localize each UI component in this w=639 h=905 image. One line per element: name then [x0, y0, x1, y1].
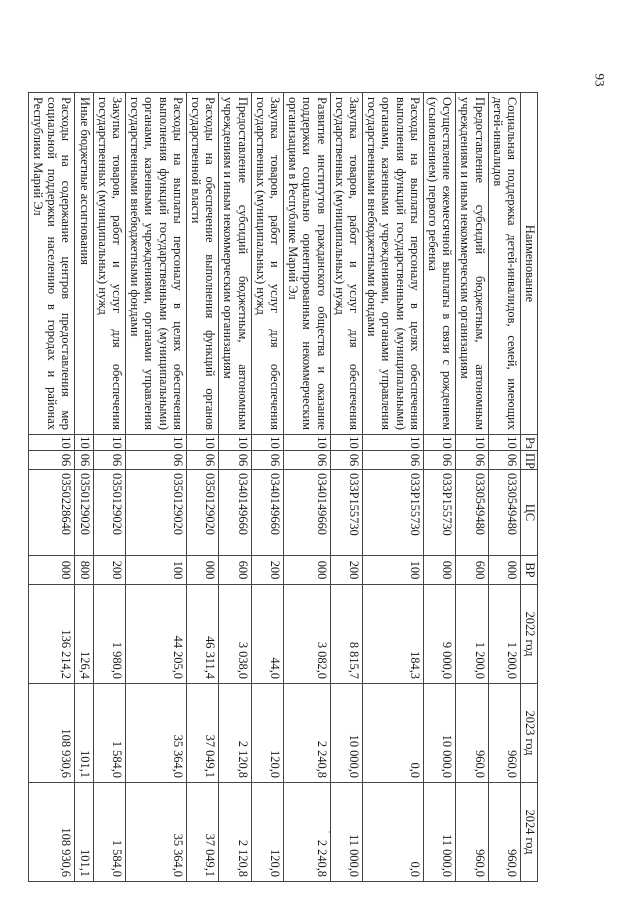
row-vr: 000	[488, 556, 520, 585]
row-vr: 100	[362, 556, 423, 585]
row-pr: 06	[423, 451, 455, 470]
table-row	[219, 93, 251, 882]
row-2024: 2 240,8	[283, 783, 330, 882]
header-name: Наименование	[521, 93, 538, 435]
table-row	[28, 93, 75, 882]
row-vr: 000	[186, 556, 218, 585]
row-2023: 0,0	[362, 684, 423, 783]
row-name: Иные бюджетные ассигнования	[75, 93, 93, 435]
row-cs: 0340149660	[219, 470, 251, 556]
row-pr: 06	[251, 451, 283, 470]
row-2022: 44 205,0	[125, 585, 186, 684]
table-row	[488, 93, 520, 882]
row-2023: 108 930,6	[28, 684, 75, 783]
row-name: Предоставление субсидий бюджетным, автономным учреждениям и иным некоммерческим организациям	[219, 93, 251, 435]
row-cs: 0350129020	[186, 470, 218, 556]
row-2022: 1 200,0	[456, 585, 488, 684]
row-rz: 10	[75, 435, 93, 451]
row-vr: 000	[283, 556, 330, 585]
row-name: Осуществление ежемесячной выплаты в связи с рождением (усыновлением) первого ребенка	[423, 93, 455, 435]
header-pr: ПР	[521, 451, 538, 470]
row-2024: 101,1	[75, 783, 93, 882]
row-2023: 120,0	[251, 684, 283, 783]
row-2023: 10 000,0	[423, 684, 455, 783]
row-rz: 10	[423, 435, 455, 451]
row-2024: 0,0	[362, 783, 423, 882]
row-vr: 000	[423, 556, 455, 585]
rotated-table-wrapper	[30, 92, 538, 882]
row-name: Закупка товаров, работ и услуг для обеспечения государственных (муниципальных) нужд	[330, 93, 362, 435]
row-2023: 37 049,1	[186, 684, 218, 783]
row-cs: 033P155730	[423, 470, 455, 556]
row-2022: 3 038,0	[219, 585, 251, 684]
table-row	[456, 93, 488, 882]
row-name: Закупка товаров, работ и услуг для обеспечения государственных (муниципальных) нужд	[251, 93, 283, 435]
row-pr: 06	[75, 451, 93, 470]
row-2023: 1 584,0	[93, 684, 125, 783]
row-cs: 0330549480	[456, 470, 488, 556]
row-pr: 06	[219, 451, 251, 470]
table-body	[28, 93, 520, 882]
row-2023: 2 120,8	[219, 684, 251, 783]
row-cs: 0340149660	[251, 470, 283, 556]
row-2024: 1 584,0	[93, 783, 125, 882]
row-2024: 960,0	[456, 783, 488, 882]
table-row	[75, 93, 93, 882]
row-vr: 000	[28, 556, 75, 585]
row-pr: 06	[456, 451, 488, 470]
row-rz: 10	[219, 435, 251, 451]
row-vr: 600	[219, 556, 251, 585]
row-cs: 0350129020	[75, 470, 93, 556]
header-vr: ВР	[521, 556, 538, 585]
row-vr: 200	[93, 556, 125, 585]
row-cs: 0340149660	[283, 470, 330, 556]
row-pr: 06	[488, 451, 520, 470]
row-2024: 35 364,0	[125, 783, 186, 882]
row-2024: 37 049,1	[186, 783, 218, 882]
page-number: 93	[592, 73, 608, 87]
row-vr: 800	[75, 556, 93, 585]
row-cs: 033P155730	[330, 470, 362, 556]
row-cs: 033P155730	[362, 470, 423, 556]
budget-table	[28, 92, 538, 882]
row-pr: 06	[186, 451, 218, 470]
row-2023: 101,1	[75, 684, 93, 783]
table-row	[93, 93, 125, 882]
row-name: Расходы на обеспечение выполнения функций органов государственной власти	[186, 93, 218, 435]
row-2024: 960,0	[488, 783, 520, 882]
table-row	[251, 93, 283, 882]
row-name: Развитие институтов гражданского общества и оказание поддержки социально ориентированным некоммерческим организациям в Республике Марий Эл	[283, 93, 330, 435]
row-name: Расходы на выплаты персоналу в целях обеспечения выполнения функций государственными (муниципальными) органами, казенными учреждениями, органами управления государственными внебюджетными фондами	[125, 93, 186, 435]
row-rz: 10	[283, 435, 330, 451]
row-vr: 200	[330, 556, 362, 585]
table-row	[362, 93, 423, 882]
row-cs: 0350129020	[93, 470, 125, 556]
header-cs: ЦС	[521, 470, 538, 556]
row-name: Расходы на содержание центров предоставления мер социальной поддержки населению в городах и районах Республики Марий Эл	[28, 93, 75, 435]
table-row	[186, 93, 218, 882]
row-name: Расходы на выплаты персоналу в целях обеспечения выполнения функций государственными (муниципальными) органами, казенными учреждениями, органами управления государственными внебюджетными фондами	[362, 93, 423, 435]
row-pr: 06	[362, 451, 423, 470]
row-rz: 10	[28, 435, 75, 451]
row-2022: 46 311,4	[186, 585, 218, 684]
row-rz: 10	[330, 435, 362, 451]
row-rz: 10	[362, 435, 423, 451]
row-2022: 1 200,0	[488, 585, 520, 684]
row-cs: 0350228640	[28, 470, 75, 556]
row-rz: 10	[251, 435, 283, 451]
header-2024: 2024 год	[521, 783, 538, 882]
table-header-row	[521, 93, 538, 882]
row-rz: 10	[186, 435, 218, 451]
row-2022: 9 000,0	[423, 585, 455, 684]
header-2022: 2022 год	[521, 585, 538, 684]
row-pr: 06	[125, 451, 186, 470]
header-2023: 2023 год	[521, 684, 538, 783]
row-2024: 11 000,0	[330, 783, 362, 882]
table-row	[330, 93, 362, 882]
row-2023: 960,0	[456, 684, 488, 783]
row-2023: 10 000,0	[330, 684, 362, 783]
row-rz: 10	[488, 435, 520, 451]
row-2022: 136 214,2	[28, 585, 75, 684]
row-2022: 126,4	[75, 585, 93, 684]
row-name: Закупка товаров, работ и услуг для обеспечения государственных (муниципальных) нужд	[93, 93, 125, 435]
row-cs: 0350129020	[125, 470, 186, 556]
row-2024: 108 930,6	[28, 783, 75, 882]
row-rz: 10	[93, 435, 125, 451]
row-pr: 06	[283, 451, 330, 470]
row-2022: 8 815,7	[330, 585, 362, 684]
row-rz: 10	[456, 435, 488, 451]
row-2022: 3 082,0	[283, 585, 330, 684]
row-cs: 0330549480	[488, 470, 520, 556]
table-row	[125, 93, 186, 882]
row-rz: 10	[125, 435, 186, 451]
header-rz: Рз	[521, 435, 538, 451]
row-2022: 1 980,0	[93, 585, 125, 684]
row-2023: 960,0	[488, 684, 520, 783]
row-2024: 2 120,8	[219, 783, 251, 882]
row-name: Предоставление субсидий бюджетным, автономным учреждениям и иным некоммерческим организациям	[456, 93, 488, 435]
row-pr: 06	[330, 451, 362, 470]
row-2024: 11 000,0	[423, 783, 455, 882]
row-2024: 120,0	[251, 783, 283, 882]
row-2022: 184,3	[362, 585, 423, 684]
row-2023: 35 364,0	[125, 684, 186, 783]
row-2022: 44,0	[251, 585, 283, 684]
row-vr: 200	[251, 556, 283, 585]
row-name: Социальная поддержка детей-инвалидов, семей, имеющих детей-инвалидов	[488, 93, 520, 435]
row-2023: 2 240,8	[283, 684, 330, 783]
table-row	[423, 93, 455, 882]
row-pr: 06	[93, 451, 125, 470]
row-vr: 100	[125, 556, 186, 585]
row-pr: 06	[28, 451, 75, 470]
table-row	[283, 93, 330, 882]
row-vr: 600	[456, 556, 488, 585]
